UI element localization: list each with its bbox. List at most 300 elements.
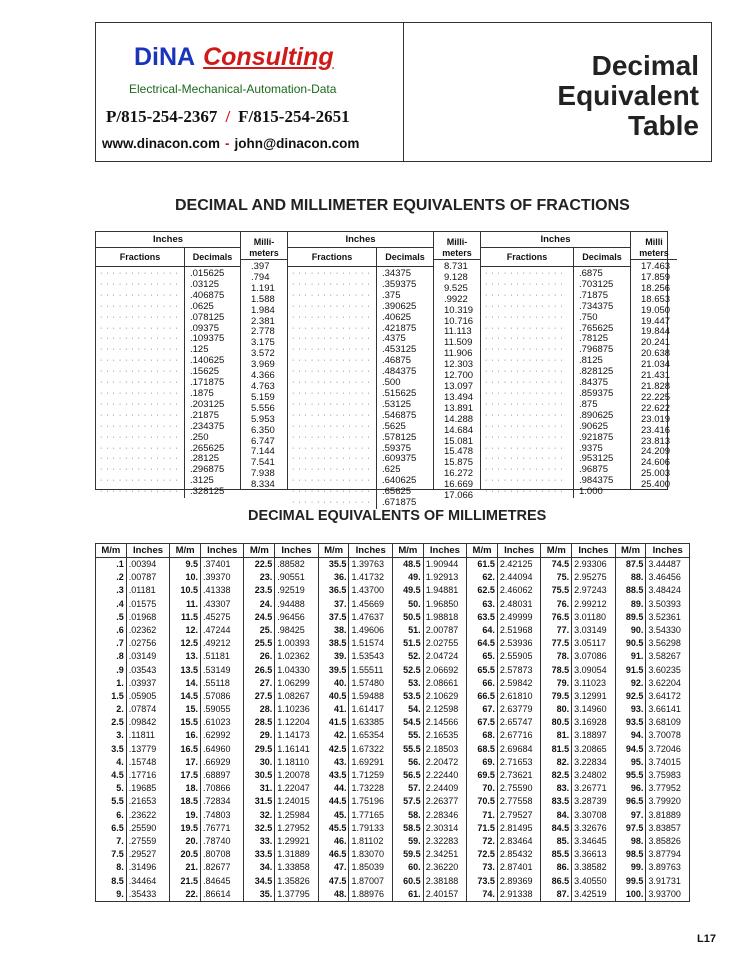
decimal-value: .296875 [190, 464, 225, 476]
inch-value: 2.06692 [425, 664, 459, 675]
mm-value: 35. [259, 888, 273, 899]
inches-column [275, 558, 318, 902]
inch-value: 3.05117 [574, 638, 607, 649]
millimeter-value: 17.463 [641, 261, 671, 272]
mm-value: 84. [556, 809, 570, 820]
decimal-value: .59375 [382, 442, 412, 454]
mm-value: .3 [116, 585, 124, 596]
millimeter-value: 1.984 [251, 304, 275, 316]
inch-value: .64960 [202, 743, 231, 754]
inch-value: .23622 [128, 809, 157, 820]
contact-separator: - [225, 136, 230, 151]
fraction-leader: · · · · · · · · · · · · · [292, 291, 371, 299]
inch-value: 1.94881 [425, 585, 459, 596]
millimeter-value: 10.716 [444, 315, 474, 327]
inch-value: 1.06299 [277, 677, 310, 688]
millimeter-value: 20.241 [641, 337, 671, 349]
decimal-value: .875 [579, 398, 598, 410]
inch-value: 3.12991 [574, 690, 607, 701]
inch-value: 1.81102 [351, 835, 384, 846]
mm-value: .4 [116, 598, 124, 609]
mm-value: 3.5 [111, 743, 124, 754]
millimeter-value: 21.034 [641, 359, 671, 371]
decimal-value: .500 [382, 377, 401, 389]
mm-value: 71. [482, 809, 495, 820]
inch-value: .35433 [128, 888, 157, 899]
mm-value: .6 [116, 624, 124, 635]
mm-value: 2. [116, 704, 124, 715]
inch-value: 2.53936 [499, 638, 533, 649]
inch-value: .57086 [202, 690, 231, 701]
brand-dina: DiNA [134, 43, 196, 71]
inches-column [423, 558, 466, 902]
mm-value: 94. [630, 730, 644, 741]
mm-value: 42. [333, 730, 347, 741]
inch-value: .94488 [277, 598, 305, 609]
inch-value: 1.53543 [351, 651, 384, 662]
fraction-leader: · · · · · · · · · · · · · [292, 422, 371, 430]
fraction-leader: · · · · · · · · · · · · · [485, 335, 564, 343]
mm-value: 58. [408, 809, 421, 820]
inch-value: 1.25984 [277, 809, 310, 820]
millimeter-value: 23.416 [641, 424, 671, 436]
fractions-column [481, 248, 574, 498]
mm-value: 83.5 [551, 796, 570, 807]
mm-value: 51. [408, 624, 421, 635]
mm-value: 14.5 [180, 690, 198, 701]
inch-value: 1.41732 [351, 572, 384, 583]
mm-value: 34.5 [254, 875, 273, 886]
decimal-value: .78125 [579, 333, 609, 345]
inch-value: 1.65354 [351, 730, 384, 741]
mm-value: 43. [333, 756, 347, 767]
fraction-leader: · · · · · · · · · · · · · [292, 324, 371, 332]
mm-value: 93.5 [625, 717, 644, 728]
mm-value: 10.5 [180, 585, 198, 596]
mm-column [244, 558, 275, 902]
mm-value: 78. [556, 651, 570, 662]
mm-value: 94.5 [625, 743, 644, 754]
fraction-leader: · · · · · · · · · · · · · [100, 466, 179, 474]
mm-value: 45. [333, 809, 347, 820]
decimals-column [185, 248, 240, 498]
mm-value: 40.5 [328, 690, 347, 701]
decimal-value: .140625 [190, 355, 225, 367]
fraction-leader: · · · · · · · · · · · · · [292, 280, 371, 288]
fraction-leader: · · · · · · · · · · · · · [292, 379, 371, 387]
inch-value: 1.08267 [277, 690, 310, 701]
inch-value: .34464 [128, 875, 157, 886]
inch-value: 2.12598 [425, 704, 459, 715]
inch-value: 1.37795 [277, 888, 310, 899]
inch-value: .59055 [202, 704, 231, 715]
page-title [557, 51, 699, 141]
mm-value: 82. [556, 756, 570, 767]
mm-value: 12. [185, 624, 198, 635]
inches-header: Inches [497, 544, 540, 558]
mm-value: 74.5 [551, 559, 570, 569]
decimal-value: .65625 [382, 486, 412, 498]
fraction-leader: · · · · · · · · · · · · · [292, 444, 371, 452]
inch-value: 1.22047 [277, 783, 310, 794]
mm-value: 73. [482, 862, 495, 873]
inch-value: .03149 [128, 651, 157, 662]
mm-value: 23.5 [254, 585, 273, 596]
inch-value: .37401 [202, 559, 231, 569]
inch-value: 3.28739 [574, 796, 607, 807]
website-link[interactable]: www.dinacon.com [102, 136, 221, 151]
mm-value: 45.5 [328, 822, 347, 833]
mm-value: 54.5 [403, 717, 421, 728]
fractions-section-title: DECIMAL AND MILLIMETER EQUIVALENTS OF FRACTIONS [175, 197, 630, 214]
fraction-leader: · · · · · · · · · · · · · [100, 477, 179, 485]
millimeter-value: 3.175 [251, 337, 275, 349]
mm-header: M/m [96, 544, 127, 558]
millimeter-value: 24.209 [641, 446, 671, 458]
inch-value: .00394 [128, 559, 157, 569]
decimal-value: .03125 [190, 278, 220, 290]
inches-header: Inches [349, 544, 392, 558]
mm-value: 41.5 [328, 717, 347, 728]
fraction-leader: · · · · · · · · · · · · · [100, 444, 179, 452]
millimeter-value: 8.731 [444, 261, 468, 272]
mm-header: M/m [615, 544, 646, 558]
inches-header: Inches [96, 232, 240, 248]
millimetres-section-title: DECIMAL EQUIVALENTS OF MILLIMETRES [248, 508, 547, 524]
fraction-leader: · · · · · · · · · · · · · [100, 455, 179, 463]
inch-value: 2.00787 [425, 624, 459, 635]
mm-value: 80.5 [551, 717, 570, 728]
inch-value: .66929 [202, 756, 231, 767]
mm-value: 79.5 [551, 690, 570, 701]
inch-value: .86614 [202, 888, 231, 899]
mm-value: 38.5 [328, 638, 347, 649]
decimal-value: .546875 [382, 409, 417, 421]
inch-value: .49212 [202, 638, 231, 649]
millimeter-value: 17.066 [444, 490, 474, 502]
mm-value: 50. [408, 598, 421, 609]
millimeter-value: 11.113 [444, 326, 472, 338]
mm-value: 63. [482, 598, 495, 609]
decimal-value: .015625 [190, 268, 225, 279]
mm-value: 35.5 [328, 559, 347, 569]
page-number: L17 [697, 933, 716, 945]
millimeter-value: 2.778 [251, 326, 275, 338]
decimal-value: .671875 [382, 497, 417, 509]
mm-value: 44. [333, 783, 347, 794]
mm-value: 81. [556, 730, 570, 741]
decimal-value: .390625 [382, 300, 417, 312]
millimeter-value: 7.938 [251, 468, 275, 480]
inch-value: 1.14173 [277, 730, 310, 741]
mm-value: 39.5 [328, 664, 347, 675]
decimal-value: .765625 [579, 322, 614, 334]
inch-value: 2.49999 [499, 611, 533, 622]
inch-value: .43307 [202, 598, 231, 609]
fraction-leader: · · · · · · · · · · · · · [292, 313, 371, 321]
mm-value: 48. [333, 888, 347, 899]
mm-value: 80. [556, 704, 570, 715]
millimeter-value: 15.081 [444, 435, 474, 447]
mm-value: 27.5 [254, 690, 273, 701]
inch-value: 3.81889 [648, 809, 681, 820]
mm-value: 54. [408, 704, 421, 715]
inch-value: 2.24409 [425, 783, 459, 794]
inch-value: .29527 [128, 849, 157, 860]
mm-value: 39. [333, 651, 347, 662]
inch-value: 1.85039 [351, 862, 384, 873]
inch-value: .55118 [202, 677, 230, 688]
mm-value: 25. [259, 624, 273, 635]
inch-value: .62992 [202, 730, 231, 741]
millimeter-value: .9922 [444, 293, 468, 305]
decimal-value: .890625 [579, 409, 614, 421]
inch-value: 3.89763 [648, 862, 681, 873]
decimal-value: .96875 [579, 464, 609, 476]
inch-value: 2.61810 [499, 690, 533, 701]
inch-value: 2.71653 [499, 756, 533, 767]
mm-value: 29. [259, 730, 273, 741]
header-box [95, 22, 712, 162]
mm-value: 76. [556, 598, 570, 609]
fractions-table [95, 231, 671, 509]
decimal-value: .484375 [382, 366, 417, 378]
inch-value: 2.44094 [499, 572, 533, 583]
inch-value: 3.60235 [648, 664, 681, 675]
decimal-value: .375 [382, 289, 401, 301]
inch-value: 1.45669 [351, 598, 384, 609]
decimal-value: .21875 [190, 409, 220, 421]
mm-value: 86. [556, 862, 570, 873]
inch-value: 1.35826 [277, 875, 310, 886]
inch-value: 2.34251 [425, 849, 459, 860]
mm-value: 85. [556, 835, 570, 846]
inch-value: .09842 [128, 717, 157, 728]
mm-value: 4.5 [111, 770, 124, 780]
fraction-leader: · · · · · · · · · · · · · [485, 324, 564, 332]
decimal-value: .703125 [579, 278, 614, 290]
decimal-value: .328125 [190, 486, 225, 498]
mm-column [318, 558, 349, 902]
millimeter-value: 18.653 [641, 293, 671, 305]
decimals-header: Decimals [185, 248, 240, 267]
inch-value: 2.95275 [574, 572, 607, 583]
millimeter-value: 6.747 [251, 435, 275, 447]
millimeter-value: 16.272 [444, 468, 474, 480]
inch-value: 3.75983 [648, 770, 681, 780]
mm-value: 95.5 [625, 770, 644, 780]
mm-value: 21. [185, 862, 198, 873]
inch-value: .03937 [128, 677, 157, 688]
mm-value: 7.5 [111, 849, 124, 860]
inch-value: .88582 [277, 559, 305, 569]
inch-value: 3.36613 [574, 849, 607, 860]
fraction-leader: · · · · · · · · · · · · · [100, 357, 179, 365]
fraction-group-3 [481, 232, 677, 498]
mm-value: 53. [408, 677, 421, 688]
decimal-value: .203125 [190, 398, 225, 410]
millimeter-value: 5.556 [251, 402, 275, 414]
mm-value: 9. [116, 888, 124, 899]
inch-value: .82677 [202, 862, 231, 873]
mm-value: 1. [116, 677, 124, 688]
fraction-leader: · · · · · · · · · · · · · [100, 335, 179, 343]
mm-column [96, 558, 127, 902]
inch-value: 3.26771 [574, 783, 607, 794]
decimal-value: .171875 [190, 377, 225, 389]
email-link[interactable]: john@dinacon.com [234, 136, 360, 151]
mm-value: 9.5 [185, 559, 198, 569]
inch-value: 2.46062 [499, 585, 533, 596]
millimeters-column [434, 232, 480, 502]
inch-value: 1.75196 [351, 796, 384, 807]
millimeter-value: 1.191 [251, 282, 275, 294]
decimal-value: .109375 [190, 333, 225, 345]
mm-value: 15.5 [180, 717, 198, 728]
fraction-leader: · · · · · · · · · · · · · [485, 368, 564, 376]
millimeters-column [631, 232, 677, 489]
millimeter-value: 5.953 [251, 413, 275, 425]
mm-value: 98.5 [625, 849, 644, 860]
inch-value: 3.09054 [574, 664, 607, 675]
phone-line [106, 107, 350, 127]
mm-value: 18. [185, 783, 198, 794]
mm-value: 92. [630, 677, 644, 688]
inch-value: .80708 [202, 849, 231, 860]
inch-value: 2.28346 [425, 809, 459, 820]
millimeter-value: 21.828 [641, 380, 671, 392]
mm-value: 87. [556, 888, 570, 899]
mm-value: 8.5 [111, 875, 124, 886]
decimal-value: .921875 [579, 431, 614, 443]
mm-value: 29.5 [254, 743, 273, 754]
decimal-value: .0625 [190, 300, 214, 312]
mm-value: 59. [408, 835, 421, 846]
inch-value: 3.64172 [648, 690, 681, 701]
inch-value: 1.39763 [351, 559, 384, 569]
millimeter-value: 17.859 [641, 271, 671, 283]
mm-value: 31. [259, 783, 273, 794]
mm-value: 76.5 [551, 611, 570, 622]
mm-value: 33. [259, 835, 273, 846]
inch-value: 2.65747 [499, 717, 533, 728]
mm-value: 60. [408, 862, 421, 873]
inch-value: .11811 [128, 730, 155, 741]
fraction-leader: · · · · · · · · · · · · · [100, 422, 179, 430]
fraction-leader: · · · · · · · · · · · · · [485, 346, 564, 354]
inch-value: 3.79920 [648, 796, 681, 807]
fractions-column [96, 248, 185, 498]
inches-column [126, 558, 169, 902]
decimal-value: .34375 [382, 268, 412, 279]
inch-value: .90551 [277, 572, 305, 583]
inches-header: Inches [126, 544, 169, 558]
fraction-leader: · · · · · · · · · · · · · [485, 477, 564, 485]
fraction-leader: · · · · · · · · · · · · · [485, 302, 564, 310]
mm-value: 19. [185, 809, 198, 820]
inch-value: 3.58267 [648, 651, 681, 662]
tagline: Electrical-Mechanical-Automation-Data [129, 82, 337, 96]
decimal-value: 1.000 [579, 486, 603, 498]
millimeter-value: .397 [251, 261, 270, 272]
inch-value: 1.00393 [277, 638, 310, 649]
inch-value: .27559 [128, 835, 157, 846]
millimeter-value: 25.400 [641, 479, 671, 491]
fraction-leader: · · · · · · · · · · · · · [100, 270, 179, 277]
fractions-column [288, 248, 377, 509]
inch-value: 2.99212 [574, 598, 607, 609]
inch-value: .19685 [128, 783, 157, 794]
millimeter-value: 18.256 [641, 282, 671, 294]
mm-value: 78.5 [551, 664, 570, 675]
inches-header: Inches [646, 544, 690, 558]
inch-value: 3.72046 [648, 743, 681, 754]
inch-value: .53149 [202, 664, 231, 675]
inch-value: 1.51574 [351, 638, 384, 649]
inch-value: 3.20865 [574, 743, 607, 754]
decimal-value: .09375 [190, 322, 220, 334]
mm-value: 77.5 [551, 638, 570, 649]
mm-value: 73.5 [477, 875, 495, 886]
inch-value: 3.34645 [574, 835, 607, 846]
mm-value: 66.5 [477, 690, 495, 701]
inch-value: .51181 [202, 651, 230, 662]
inches-column [646, 558, 690, 902]
inch-value: 1.12204 [277, 717, 310, 728]
inch-value: 3.83857 [648, 822, 681, 833]
contact-line [102, 136, 359, 151]
inch-value: 1.87007 [351, 875, 384, 886]
millimeter-value: 3.969 [251, 359, 275, 371]
mm-value: 71.5 [477, 822, 495, 833]
inch-value: 1.92913 [425, 572, 459, 583]
decimal-value: .15625 [190, 366, 220, 378]
mm-value: 28. [259, 704, 273, 715]
fraction-leader: · · · · · · · · · · · · · [100, 324, 179, 332]
mm-value: 13. [185, 651, 198, 662]
mm-header: M/m [541, 544, 572, 558]
inch-value: 2.42125 [499, 559, 533, 569]
millimeter-value: 23.019 [641, 413, 671, 425]
fraction-leader: · · · · · · · · · · · · · [292, 335, 371, 343]
inch-value: 3.30708 [574, 809, 607, 820]
mm-value: 70. [482, 783, 495, 794]
inches-column-group [481, 232, 631, 498]
millimeter-value: 25.003 [641, 468, 671, 480]
inch-value: .78740 [202, 835, 231, 846]
mm-value: 95. [630, 756, 644, 767]
inch-value: 1.71259 [351, 770, 384, 780]
decimal-value: .734375 [579, 300, 614, 312]
mm-value: 68.5 [477, 743, 495, 754]
millimeter-value: 21.431 [641, 370, 671, 382]
mm-value: 7. [116, 835, 124, 846]
decimal-value: .71875 [579, 289, 609, 301]
inch-value: 1.73228 [351, 783, 384, 794]
mm-value: 56.5 [403, 770, 421, 780]
mm-value: 17. [185, 756, 198, 767]
fraction-leader: · · · · · · · · · · · · · [100, 400, 179, 408]
decimal-value: .828125 [579, 366, 614, 378]
mm-value: 79. [556, 677, 570, 688]
mm-value: .7 [116, 638, 124, 649]
inch-value: 2.67716 [499, 730, 533, 741]
mm-value: 38. [333, 624, 347, 635]
fraction-leader: · · · · · · · · · · · · · [485, 455, 564, 463]
mm-value: 22.5 [254, 559, 273, 569]
mm-value: 32. [259, 809, 273, 820]
fraction-leader: · · · · · · · · · · · · · [292, 389, 371, 397]
